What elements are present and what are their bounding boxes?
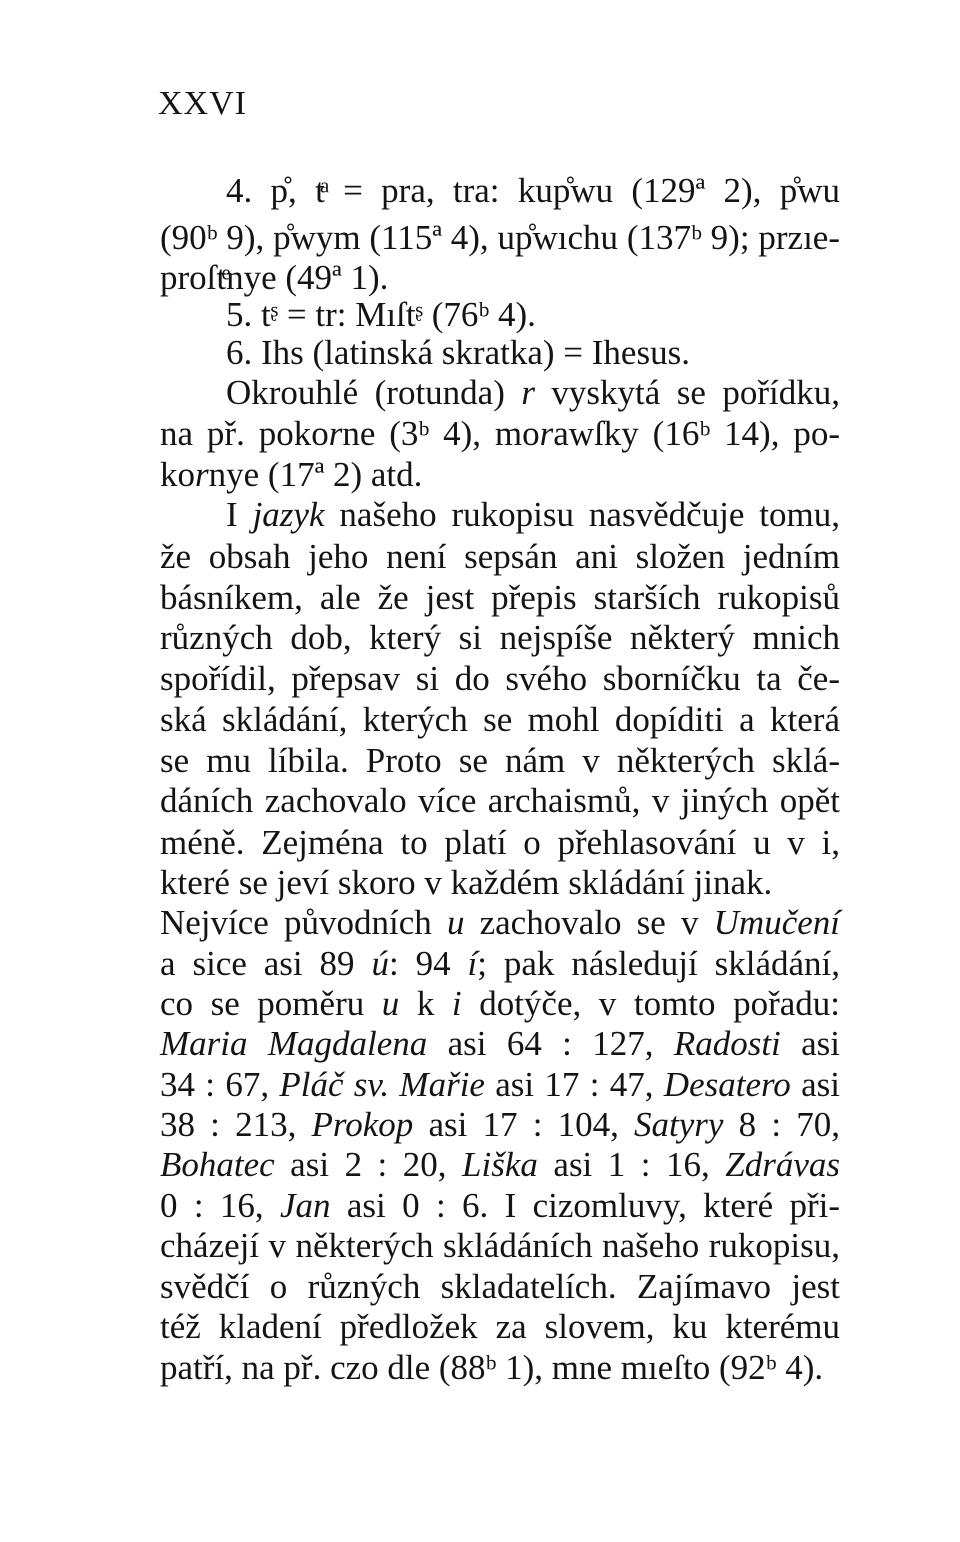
text-segment: které se jeví skoro v každém skládání jinak. (160, 863, 773, 902)
italic-segment: Maria Magdalena (160, 1024, 428, 1063)
italic-segment: Bohatec (160, 1145, 275, 1184)
text-segment: asi (790, 1065, 840, 1104)
text-line (160, 778, 840, 824)
text-segment: na př. poko (160, 414, 329, 453)
text-segment: zachovalo se v (464, 903, 714, 942)
text-segment: spořídil, přepsav si do svého sborníčku ta če- (160, 659, 840, 698)
text-line (160, 615, 840, 661)
text-segment: a sice asi 89 (160, 944, 372, 983)
text-line (160, 1345, 840, 1391)
italic-segment: u (446, 903, 465, 942)
italic-segment: r (195, 455, 209, 494)
text-line (160, 1304, 840, 1350)
text-segment: 4. p̊, tͣ = pra, tra: kup̊wu (129ª 2), p̊wu (226, 171, 840, 210)
text-segment: 6. Ihs (latinská skratka) = Ihesus. (226, 333, 690, 372)
text-line (160, 656, 840, 702)
text-segment: vyskytá se pořídku, (534, 373, 840, 412)
italic-segment: Pláč sv. Mařie (279, 1065, 485, 1104)
italic-segment: i (451, 984, 462, 1023)
text-segment: cházejí v některých skládáních našeho rukopisu, (160, 1226, 840, 1265)
italic-segment: Prokop (311, 1105, 414, 1144)
italic-segment: r (539, 414, 554, 453)
italic-segment: r (328, 414, 343, 453)
italic-segment: Liška (462, 1145, 538, 1184)
italic-segment: Umučení (713, 903, 840, 942)
text-line (160, 900, 840, 946)
text-line (226, 492, 840, 538)
text-segment: asi 17 : 47, (484, 1065, 664, 1104)
text-segment: 5. tᶳ = tr: Mıſtᶳ (76ᵇ 4). (226, 295, 536, 334)
italic-segment: Radosti (673, 1024, 781, 1063)
text-segment: : 94 (388, 944, 468, 983)
italic-segment: Zdrávas (725, 1145, 841, 1184)
text-segment: k (399, 984, 452, 1023)
italic-segment: ú (371, 944, 389, 983)
text-segment: awſky (16ᵇ 14), po- (553, 414, 840, 453)
text-line (160, 411, 840, 457)
text-segment: dotýče, v tomto pořadu: (461, 984, 840, 1023)
text-segment: co se poměru (160, 984, 382, 1023)
text-line (160, 1142, 840, 1188)
text-segment: 34 : 67, (160, 1065, 280, 1104)
text-line (226, 168, 840, 214)
text-segment: patří, na př. czo dle (88ᵇ 1), mne mıeſto (92ᵇ 4). (160, 1348, 824, 1387)
text-segment: Okrouhlé (rotunda) (226, 373, 522, 412)
text-segment: různých dob, který si nejspíše některý mnich (160, 618, 840, 657)
text-segment: asi 0 : 6. I cizomluvy, které při- (330, 1186, 840, 1225)
text-segment: 0 : 16, (160, 1186, 280, 1225)
italic-segment: Satyry (634, 1105, 724, 1144)
text-segment: ko (160, 455, 195, 494)
text-segment: asi 1 : 16, (537, 1145, 726, 1184)
italic-segment: r (521, 373, 535, 412)
text-segment: též kladení předložek za slovem, ku kterému (160, 1307, 840, 1346)
text-segment: nye (17ª 2) atd. (208, 455, 423, 494)
text-line (160, 1021, 840, 1067)
text-segment: našeho rukopisu nasvědčuje tomu, (324, 495, 841, 534)
text-segment: básníkem, ale že jest přepis starších rukopisů (160, 578, 840, 617)
text-segment: asi 64 : 127, (427, 1024, 674, 1063)
text-segment: méně. Zejména to platí o přehlasování u v i, (160, 823, 840, 862)
text-segment: Nejvíce původních (160, 903, 447, 942)
text-segment: 8 : 70, (723, 1105, 840, 1144)
text-segment: ; pak následují skládání, (477, 944, 840, 983)
text-segment: 38 : 213, (160, 1105, 312, 1144)
text-segment: proſtͤnye (49ª 1). (160, 258, 389, 297)
text-segment: ská skládání, kterých se mohl dopíditi a která (160, 700, 840, 739)
text-segment: dáních zachovalo více archaismů, v jiných opět (160, 781, 840, 820)
text-segment: se mu líbila. Proto se nám v některých sklá- (160, 741, 840, 780)
text-segment: (90ᵇ 9), p̊wym (115ª 4), up̊wıchu (137ᵇ 9); przıe- (160, 218, 840, 257)
text-segment: asi 17 : 104, (413, 1105, 635, 1144)
text-line (160, 697, 840, 743)
text-segment: svědčí o různých skladatelích. Zajímavo jest (160, 1267, 840, 1306)
text-segment: I (226, 495, 253, 534)
italic-segment: jazyk (252, 495, 325, 534)
italic-segment: u (381, 984, 400, 1023)
italic-segment: Desatero (663, 1065, 791, 1104)
text-line (160, 534, 840, 580)
text-segment: asi (780, 1024, 840, 1063)
italic-segment: Jan (280, 1186, 331, 1225)
text-line (160, 1223, 840, 1269)
italic-segment: í (467, 944, 478, 983)
text-segment: že obsah jeho není sepsán ani složen jedním (160, 537, 840, 576)
page-number: XXVI (158, 85, 247, 122)
text-segment: ne (3ᵇ 4), mo (342, 414, 540, 453)
text-segment: asi 2 : 20, (274, 1145, 463, 1184)
text-line (226, 370, 840, 416)
